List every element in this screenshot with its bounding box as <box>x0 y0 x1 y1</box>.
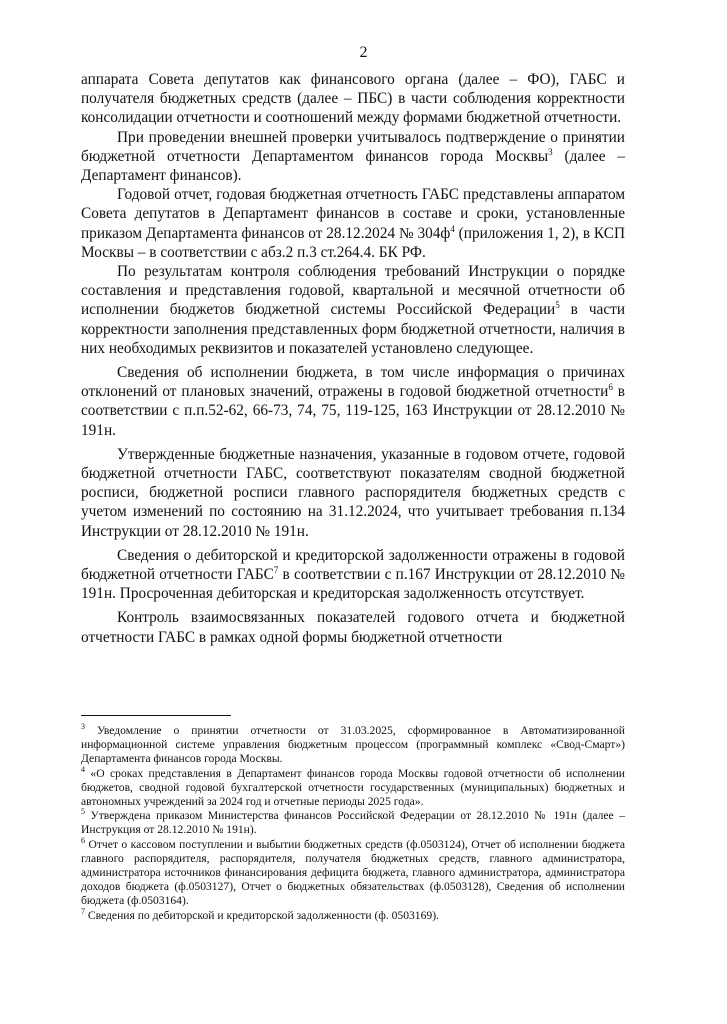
footnote-6: $^6$ Отчет о кассовом поступлении и выбытии бюджетных средств (ф.0503124), Отчет об исполнении бюджета главного распорядителя, распорядителя, получателя бюджетных средств, главного администратора, администратора источников финансирования дефицита бюджета, главного администратора, администратора доходов бюджета (ф.0503127), Отчет о бюджетных обязательствах (ф.0503128), Сведения об исполнении бюджета (ф.0503164). <box>81 835 625 908</box>
footnote-3: $^3$ Уведомление о принятии отчетности от 31.03.2025, сформированное в Автоматизированной информационной системе управления бюджетным процессом (программный комплекс «Свод-Смарт») Департамента финансов города Москвы. <box>81 722 625 766</box>
paragraph-debts: Сведения о дебиторской и кредиторской задолженности отражены в годовой бюджетной отчетности ГАБС$^7$ в соответствии с п.167 Инструкции от 28.12.2010 № 191н. Просроченная дебиторская и кредиторская задолженность отсутствует. <box>81 546 625 603</box>
paragraph-instruction-control: По результатам контроля соблюдения требований Инструкции о порядке составления и представления годовой, квартальной и месячной отчетности об исполнении бюджетов бюджетной системы Российской Федерации$^5$ в части корректности заполнения представленных форм бюджетной отчетности, наличия в них необходимых реквизитов и показателей установлено следующее. <box>81 263 626 357</box>
page-number: 2 <box>359 44 368 61</box>
paragraph-continuation: аппарата Совета депутатов как финансового органа (далее – ФО), ГАБС и получателя бюджетных средств (далее – ПБС) в части соблюдения корректности консолидации отчетности и соотношений между формами бюджетной отчетности. <box>81 71 625 127</box>
paragraph-annual-report: Годовой отчет, годовая бюджетная отчетность ГАБС представлены аппаратом Совета депутатов в Департамент финансов в составе и сроки, установленные приказом Департамента финансов от 28.12.2024 № $304ф^4$ (приложения 1, 2), в КСП Москвы – в соответствии с абз.2 п.3 ст.264.4. БК РФ. <box>81 186 625 261</box>
footnote-ref-5: 5 <box>555 300 560 311</box>
footnotes <box>81 724 625 923</box>
body-text <box>81 70 625 647</box>
footnote-5: $^5$ Утверждена приказом Министерства финансов Российской Федерации от 28.12.2010 № 191н (далее – Инструкция от 28.12.2010 № 191н). <box>81 807 625 837</box>
paragraph-budget-execution: Сведения об исполнении бюджета, в том числе информация о причинах отклонений от плановых значений, отражены в годовой бюджетной отчетности$^6$ в соответствии с п.п.52-62, 66-73, 74, 75, 119-125, 163 Инструкции от 28.12.2010 № 191н. <box>81 364 625 439</box>
footnote-ref-6: 6 <box>608 382 613 393</box>
footnote-divider <box>81 715 231 716</box>
footnote-ref-3: 3 <box>548 146 553 157</box>
footnote-ref-4: 4 <box>450 223 455 234</box>
paragraph-external-check: При проведении внешней проверки учитывалось подтверждение о принятии бюджетной отчетности Департаментом финансов города Москвы$^3$ (далее – Департамент финансов). <box>81 128 625 185</box>
footnote-ref-7: 7 <box>273 564 279 575</box>
paragraph-budget-assignments: Утвержденные бюджетные назначения, указанные в годовом отчете, годовой бюджетной отчетности ГАБС, соответствуют показателям сводной бюджетной росписи, бюджетной росписи главного распорядителя бюджетных средств с учетом изменений по состоянию на 31.12.2024, что учитывает требования п.134 Инструкции от 28.12.2010 № 191н. <box>81 445 625 540</box>
footnote-4: $^4$ «О сроках представления в Департамент финансов города Москвы годовой отчетности об исполнении бюджетов, сводной годовой бухгалтерской отчетности государственных (муниципальных) бюджетных и автономных учреждений за 2024 год и отчетные периоды 2025 года». <box>81 764 625 809</box>
paragraph-interrelated-control: Контроль взаимосвязанных показателей годового отчета и бюджетной отчетности ГАБС в рамках одной формы бюджетной отчетности <box>81 609 625 646</box>
footnote-7: $^7$ Сведения по дебиторской и кредиторской задолженности (ф. 0503169). <box>81 906 439 922</box>
